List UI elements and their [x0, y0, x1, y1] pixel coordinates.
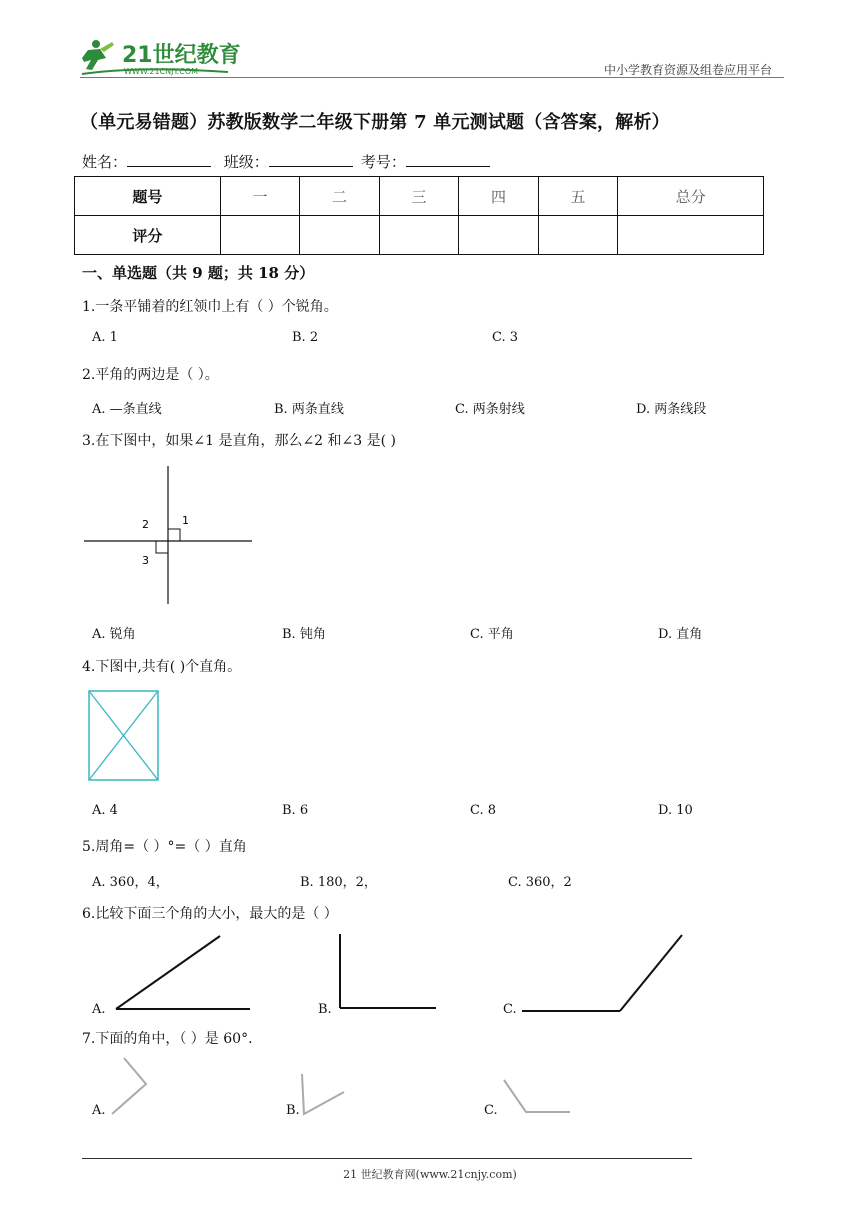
- section-heading: 一、单选题（共 9 题；共 18 分）: [82, 264, 315, 282]
- site-logo: [78, 36, 258, 80]
- option-a[interactable]: A. 360，4，: [92, 875, 169, 890]
- score-table: [74, 176, 764, 255]
- acute-angle-figure: [110, 932, 256, 1014]
- option-b[interactable]: B. 2: [292, 330, 319, 345]
- option-c[interactable]: C. 8: [470, 803, 497, 818]
- table-cell: 三: [379, 177, 459, 216]
- question-1: 1.一条平铺着的红领巾上有（ ）个锐角。: [82, 299, 338, 315]
- option-d[interactable]: D. 直角: [658, 627, 703, 642]
- rectangle-diagonals-figure: [88, 690, 160, 782]
- option-a[interactable]: A.: [92, 1002, 106, 1017]
- option-b[interactable]: B. 180，2，: [300, 875, 377, 890]
- table-cell: 评分: [75, 216, 221, 255]
- header-divider: [80, 77, 784, 78]
- option-c[interactable]: C.: [484, 1103, 498, 1118]
- option-c[interactable]: C. 两条射线: [455, 402, 525, 417]
- platform-name: 中小学教育资源及组卷应用平台: [603, 63, 772, 77]
- name-field[interactable]: [127, 150, 211, 167]
- option-c[interactable]: C. 3: [492, 330, 519, 345]
- page-title: （单元易错题）苏教版数学二年级下册第 7 单元测试题（含答案，解析）: [80, 112, 670, 133]
- class-label: 班级：: [223, 153, 269, 171]
- question-4: 4.下图中,共有( )个直角。: [82, 659, 242, 675]
- option-b[interactable]: B.: [286, 1103, 300, 1118]
- runner-icon: [78, 36, 258, 80]
- table-cell: 五: [538, 177, 618, 216]
- footer-divider: [82, 1158, 692, 1159]
- score-cell[interactable]: [459, 216, 539, 255]
- svg-text:WWW.21CNJY.COM: WWW.21CNJY.COM: [124, 67, 199, 76]
- name-label: 姓名：: [82, 153, 128, 171]
- table-cell: 四: [459, 177, 539, 216]
- obtuse-angle-figure: [520, 932, 686, 1016]
- table-cell: 总分: [618, 177, 764, 216]
- option-b[interactable]: B. 两条直线: [274, 402, 344, 417]
- class-field[interactable]: [269, 150, 353, 167]
- id-field[interactable]: [406, 150, 490, 167]
- option-c[interactable]: C.: [503, 1002, 517, 1017]
- table-row: [75, 216, 764, 255]
- right-angle-figure: [336, 932, 440, 1014]
- question-3: 3.在下图中，如果∠1 是直角，那么∠2 和∠3 是( ): [82, 433, 396, 449]
- svg-text:21世纪教育: 21世纪教育: [122, 43, 241, 68]
- score-cell[interactable]: [379, 216, 459, 255]
- option-a[interactable]: A. 1: [92, 330, 118, 345]
- angle-label-1: 1: [182, 514, 189, 527]
- table-row: [75, 177, 764, 216]
- option-a[interactable]: A. 4: [92, 803, 118, 818]
- question-6: 6.比较下面三个角的大小，最大的是（ ）: [82, 906, 338, 922]
- option-d[interactable]: D. 10: [658, 803, 693, 818]
- table-cell: 一: [220, 177, 300, 216]
- footer-link[interactable]: 21 世纪教育网(www.21cnjy.com): [343, 1168, 517, 1181]
- option-b[interactable]: B.: [318, 1002, 332, 1017]
- question-2: 2.平角的两边是（ ）。: [82, 367, 219, 383]
- option-a[interactable]: A. —条直线: [92, 402, 162, 417]
- student-info: [82, 150, 498, 172]
- option-b[interactable]: B. 钝角: [282, 627, 326, 642]
- angle-c-figure: [500, 1078, 572, 1118]
- angle-b-figure: [298, 1072, 348, 1118]
- score-cell[interactable]: [618, 216, 764, 255]
- perpendicular-lines-figure: [84, 466, 254, 606]
- score-cell[interactable]: [300, 216, 380, 255]
- question-7: 7.下面的角中，（ ）是 60°.: [82, 1031, 253, 1047]
- table-cell: 二: [300, 177, 380, 216]
- option-c[interactable]: C. 平角: [470, 627, 514, 642]
- option-b[interactable]: B. 6: [282, 803, 309, 818]
- angle-label-2: 2: [142, 518, 149, 531]
- score-cell[interactable]: [220, 216, 300, 255]
- id-label: 考号：: [360, 153, 406, 171]
- score-cell[interactable]: [538, 216, 618, 255]
- option-a[interactable]: A.: [92, 1103, 106, 1118]
- question-5: 5.周角=（ ）°=（ ）直角: [82, 839, 247, 855]
- option-c[interactable]: C. 360，2: [508, 875, 572, 890]
- angle-a-figure: [108, 1056, 150, 1118]
- option-d[interactable]: D. 两条线段: [636, 402, 707, 417]
- table-cell: 题号: [75, 177, 221, 216]
- option-a[interactable]: A. 锐角: [92, 627, 136, 642]
- angle-label-3: 3: [142, 554, 149, 567]
